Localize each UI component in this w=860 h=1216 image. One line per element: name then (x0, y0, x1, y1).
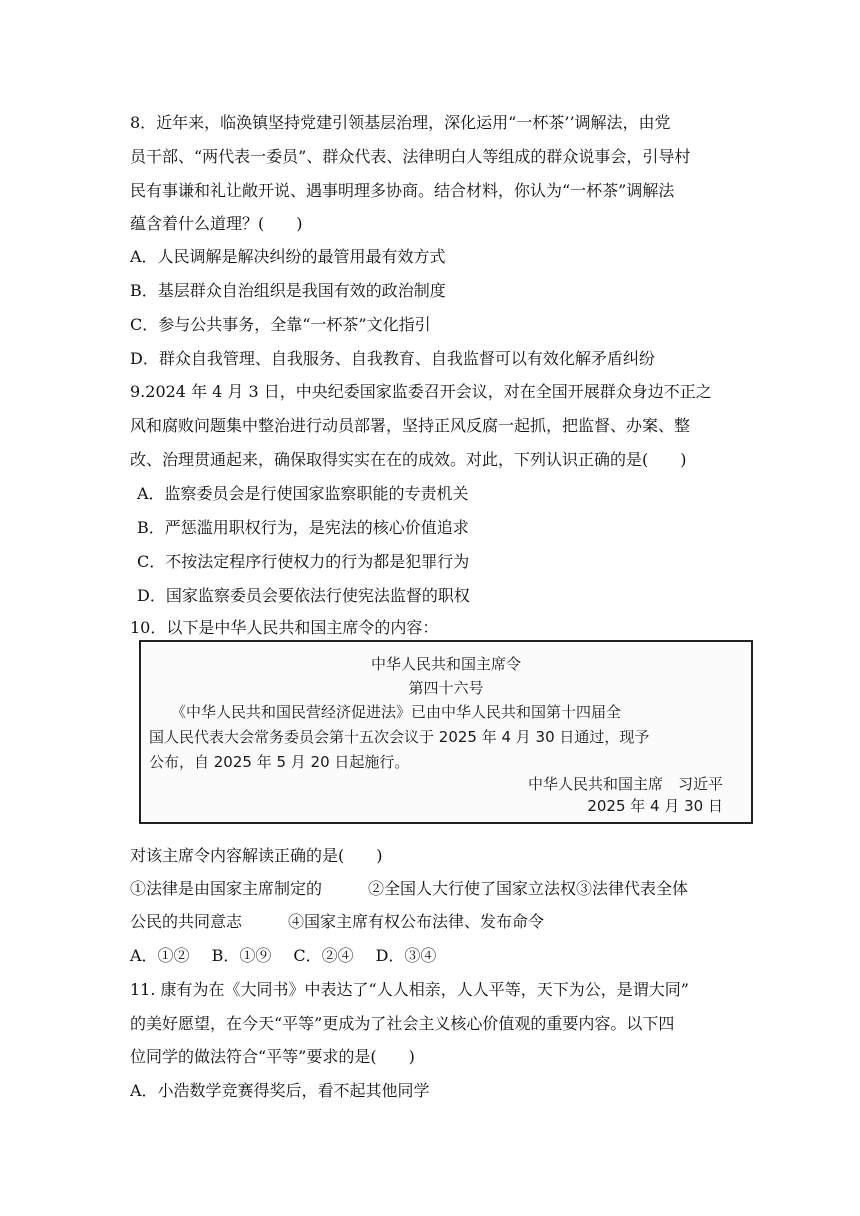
question-10-option-c: C．②④ (293, 946, 354, 965)
question-10-option-a: A．①② (130, 946, 190, 965)
question-8-stem-line: 8．近年来，临涣镇坚持党建引领基层治理，深化运用“一杯茶’’调解法，由党 (130, 113, 671, 132)
question-11-stem-line: 11. 康有为在《大同书》中表达了“人人相亲，人人平等，天下为公，是谓大同” (130, 980, 689, 999)
order-body-line: 《中华人民共和国民营经济促进法》已由中华人民共和国第十四届全 (171, 703, 622, 721)
statement-4: ④国家主席有权公布法律、发布命令 (288, 912, 545, 931)
statement-2-3: ②全国人大行使了国家立法权③法律代表全体 (368, 879, 689, 898)
order-body-line: 国人民代表大会常务委员会第十五次会议于 2025 年 4 月 30 日通过，现予 (149, 728, 650, 746)
statement-3-cont: 公民的共同意志 (130, 912, 243, 931)
order-date: 2025 年 4 月 30 日 (587, 797, 723, 815)
question-10-intro: 10．以下是中华人民共和国主席令的内容： (130, 618, 439, 637)
question-9-option-d: D．国家监察委员会要依法行使宪法监督的职权 (137, 586, 470, 605)
question-9-stem-line: 改、治理贯通起来，确保取得实实在在的成效。对此，下列认识正确的是( ) (130, 450, 687, 469)
question-10-options (130, 945, 436, 967)
question-10-option-b: B．①⑨ (211, 946, 272, 965)
question-8-option-b: B．基层群众自治组织是我国有效的政治制度 (130, 281, 446, 300)
question-11-stem-line: 的美好愿望，在今天“平等”更成为了社会主义核心价值观的重要内容。以下四 (130, 1014, 675, 1033)
question-9-option-c: C．不按法定程序行使权力的行为都是犯罪行为 (137, 552, 470, 571)
question-10-statements-line (130, 911, 544, 933)
order-signer: 中华人民共和国主席 习近平 (527, 775, 723, 793)
presidential-order-box (139, 640, 753, 824)
order-body-line: 公布，自 2025 年 5 月 20 日起施行。 (149, 753, 410, 771)
question-11-option-a: A．小浩数学竞赛得奖后，看不起其他同学 (130, 1081, 430, 1100)
question-10-option-d: D．③④ (375, 946, 437, 965)
question-11-stem-line: 位同学的做法符合“平等”要求的是( ) (130, 1047, 415, 1066)
statement-1: ①法律是由国家主席制定的 (130, 879, 323, 898)
question-8-option-d: D．群众自我管理、自我服务、自我教育、自我监督可以有效化解矛盾纠纷 (130, 349, 655, 368)
question-9-option-a: A．监察委员会是行使国家监察职能的专责机关 (137, 484, 469, 503)
order-number: 第四十六号 (408, 679, 484, 697)
question-10-statements-line (130, 878, 688, 900)
question-9-stem-line: 9.2024 年 4 月 3 日，中央纪委国家监委召开会议，对在全国开展群众身边不正之 (130, 382, 712, 401)
question-8-stem-line: 蕴含着什么道理？( ) (130, 214, 303, 233)
question-8-option-c: C．参与公共事务，全靠“一杯茶”文化指引 (130, 315, 431, 334)
question-8-stem-line: 民有事谦和礼让敞开说、遇事明理多协商。结合材料，你认为“一杯茶”调解法 (130, 181, 675, 200)
question-8-option-a: A．人民调解是解决纠纷的最管用最有效方式 (130, 247, 446, 266)
question-10-stem: 对该主席令内容解读正确的是( ) (130, 846, 383, 865)
question-9-option-b: B．严惩滥用职权行为，是宪法的核心价值追求 (137, 518, 469, 537)
question-9-stem-line: 风和腐败问题集中整治进行动员部署，坚持正风反腐一起抓，把监督、办案、整 (130, 416, 691, 435)
order-title: 中华人民共和国主席令 (370, 655, 521, 673)
question-8-stem-line: 员干部、“两代表一委员”、群众代表、法律明白人等组成的群众说事会，引导村 (130, 147, 691, 166)
